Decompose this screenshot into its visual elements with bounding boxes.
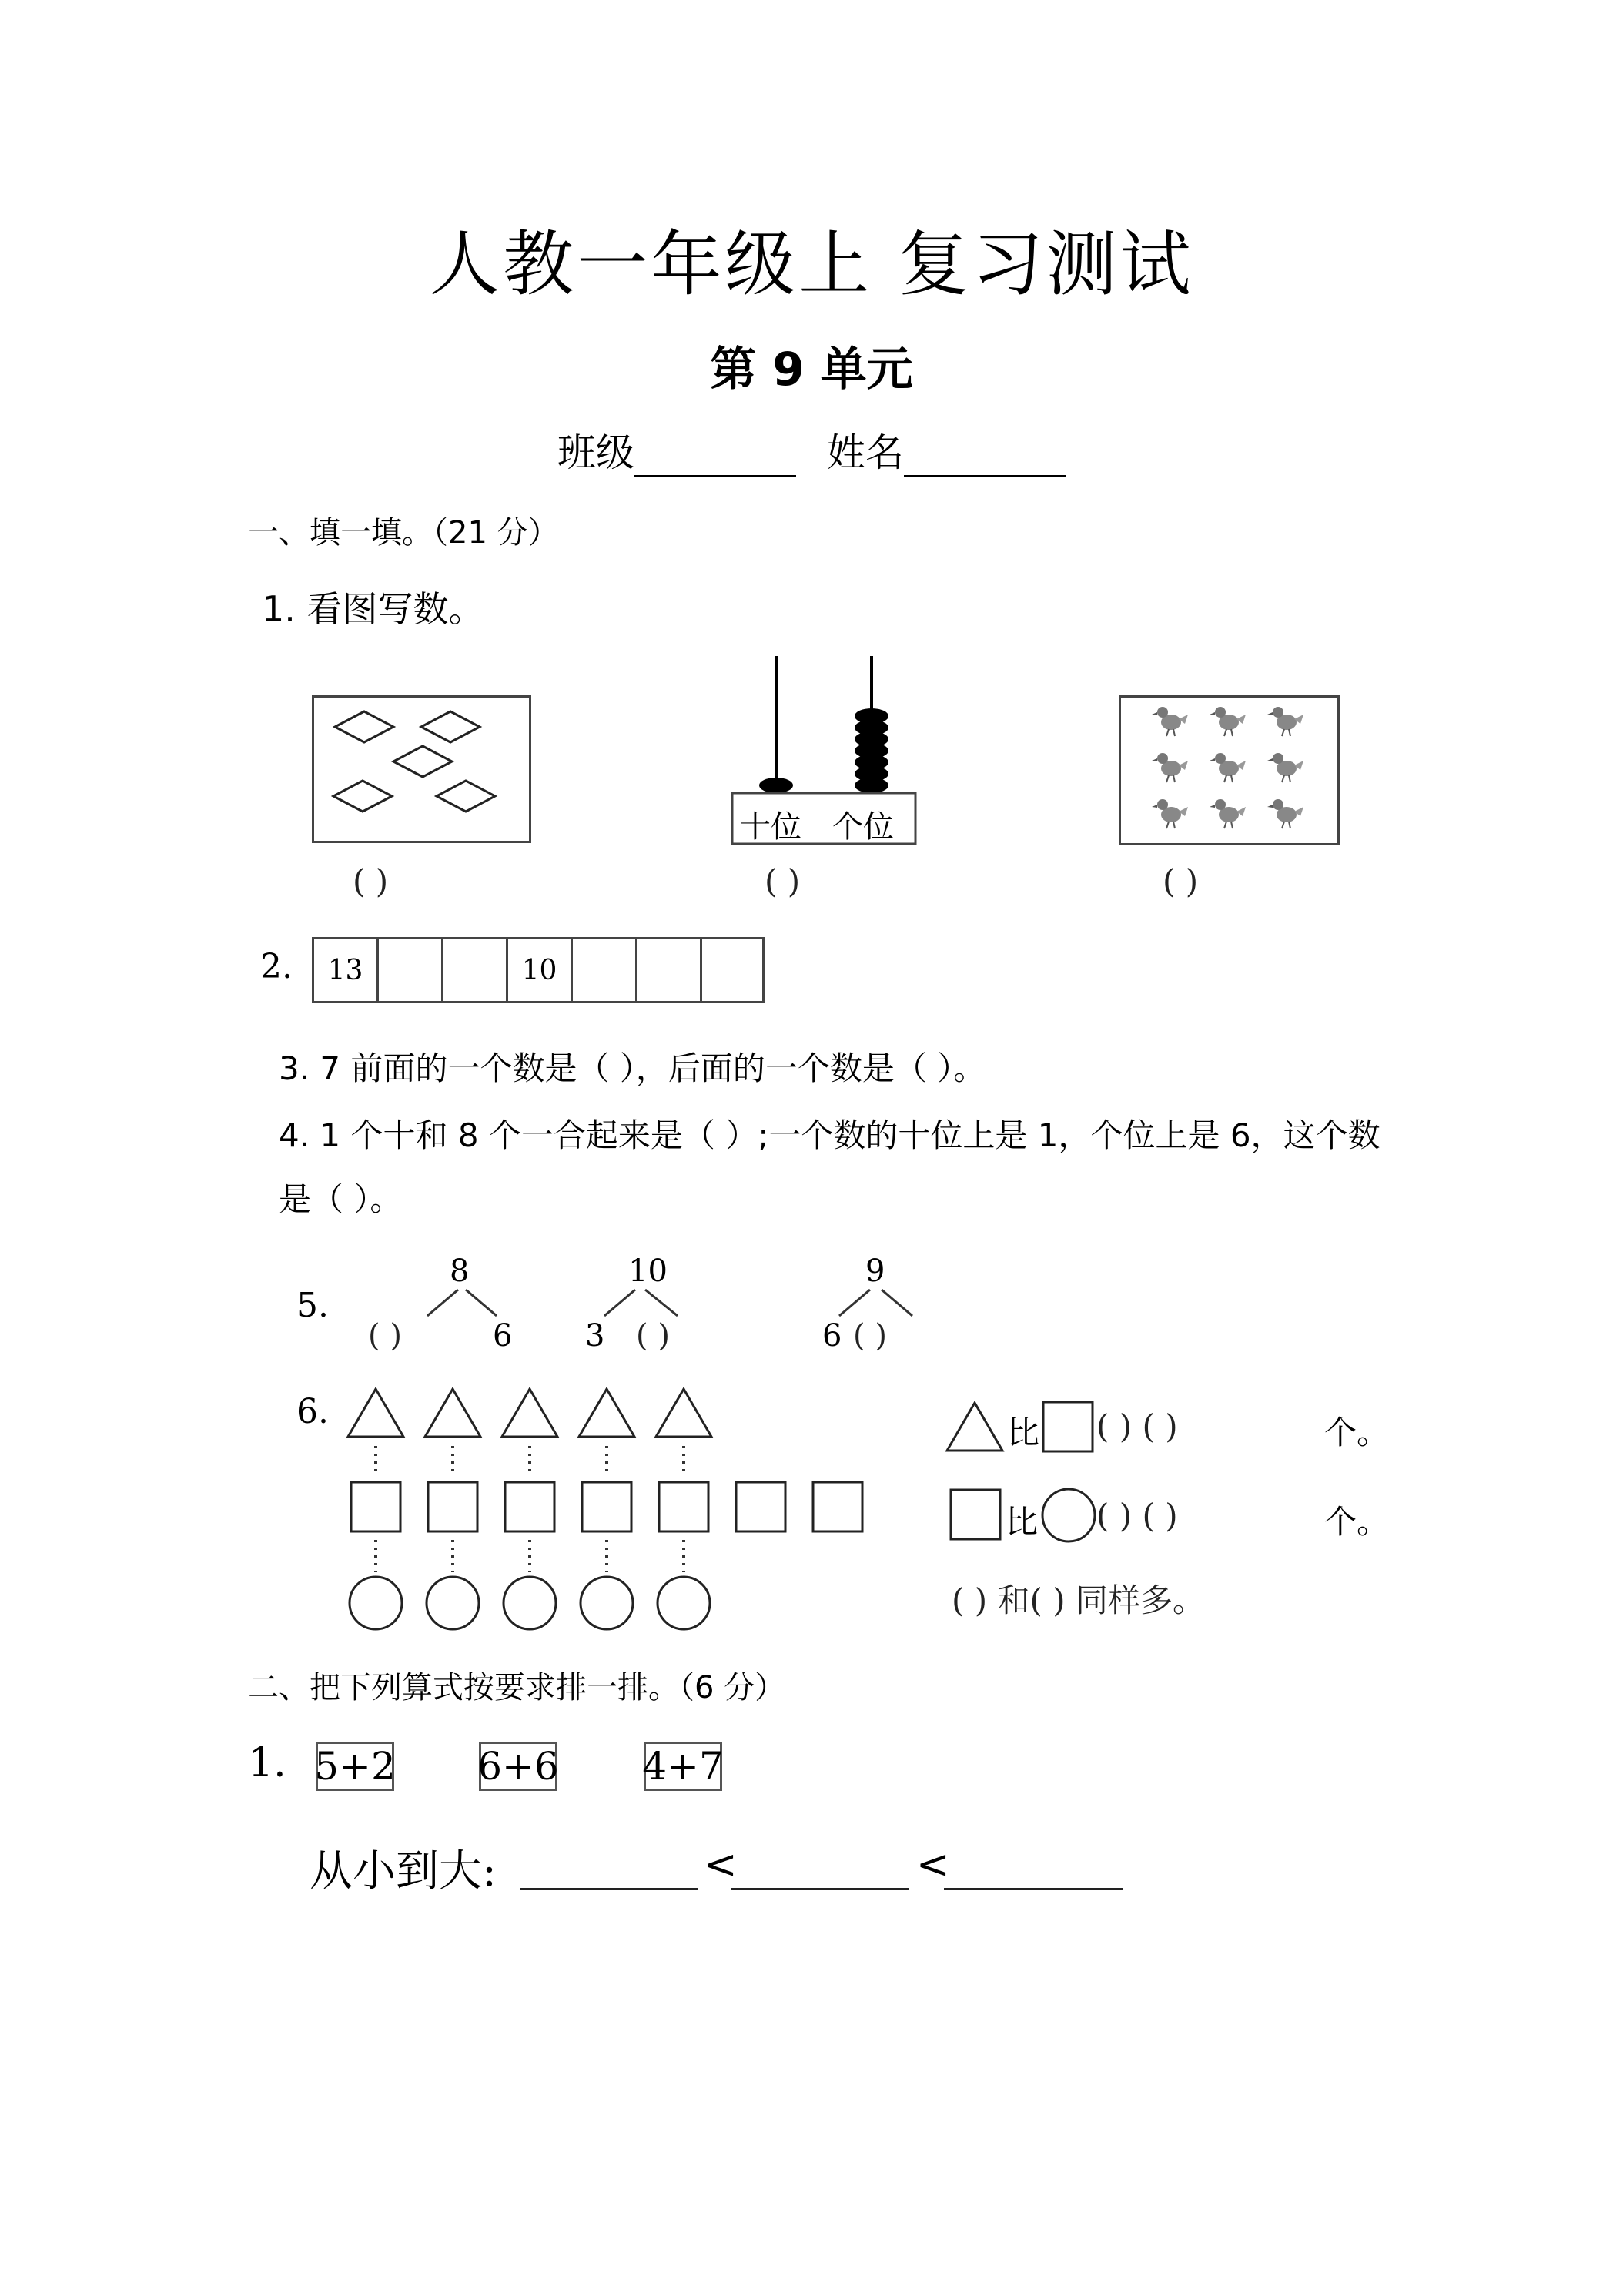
square-shape bbox=[505, 1482, 554, 1531]
q1-answer-paren-2[interactable]: ( ) bbox=[765, 862, 801, 900]
bird-icon bbox=[1210, 799, 1246, 828]
circle-shape bbox=[581, 1577, 633, 1629]
less-than-sign: < bbox=[704, 1842, 738, 1888]
bird-icon bbox=[1152, 799, 1188, 828]
abacus bbox=[728, 654, 920, 847]
number-cell: 13 bbox=[314, 939, 379, 1001]
square-icon bbox=[949, 1488, 1004, 1543]
q4-text-line1: 4. 1 个十和 8 个一合起来是（ ）;一个数的十位上是 1，个位上是 6，这个数 bbox=[279, 1116, 1380, 1154]
circle-shape bbox=[350, 1577, 402, 1629]
square-shape bbox=[428, 1482, 477, 1531]
bird-icon bbox=[1210, 753, 1246, 782]
diamond-shape bbox=[333, 781, 392, 812]
bond-top: 8 bbox=[450, 1253, 470, 1289]
expression-card: 5+2 bbox=[316, 1742, 394, 1791]
square-shape bbox=[351, 1482, 400, 1531]
circle-shape bbox=[658, 1577, 710, 1629]
abacus-ones-label: 个位 bbox=[832, 809, 894, 845]
q3-text: 3. 7 前面的一个数是（ ），后面的一个数是（ ）。 bbox=[279, 1049, 986, 1087]
bird-icon bbox=[1267, 753, 1303, 782]
bird-picture bbox=[1119, 695, 1340, 845]
compare-blanks[interactable]: ( ) ( ) bbox=[1096, 1407, 1178, 1445]
diamond-shape bbox=[421, 711, 480, 742]
bird-icon bbox=[1210, 707, 1246, 736]
ones-beads bbox=[855, 708, 888, 793]
square-shape bbox=[582, 1482, 631, 1531]
circle-shape bbox=[427, 1577, 479, 1629]
bond-top: 9 bbox=[865, 1253, 885, 1289]
square-shape bbox=[813, 1482, 862, 1531]
tens-bead bbox=[759, 778, 793, 793]
s2-q1-label: 1. bbox=[248, 1740, 286, 1786]
unit-text: 个。 bbox=[1324, 1414, 1390, 1451]
number-cell-blank[interactable] bbox=[637, 939, 702, 1001]
compare-word: 比 bbox=[1007, 1414, 1040, 1451]
compare-blanks[interactable]: ( ) ( ) bbox=[1096, 1497, 1178, 1535]
section-one-heading: 一、填一填。（21 分） bbox=[248, 515, 559, 551]
bond-blank[interactable]: ( ) bbox=[853, 1318, 887, 1354]
unit-subtitle: 第 9 单元 bbox=[710, 343, 913, 397]
diamond-shapes bbox=[314, 698, 529, 841]
expression-card: 6+6 bbox=[479, 1742, 557, 1791]
bond-part: 6 bbox=[822, 1318, 842, 1354]
less-than-sign: < bbox=[916, 1842, 950, 1888]
bond-part: 3 bbox=[585, 1318, 605, 1354]
class-name-line bbox=[0, 422, 1623, 477]
bond-branches bbox=[416, 1287, 924, 1318]
order-label: 从小到大: bbox=[310, 1846, 497, 1896]
triangle-icon bbox=[945, 1400, 1007, 1454]
number-cell-blank[interactable] bbox=[573, 939, 637, 1001]
bird-icon bbox=[1267, 799, 1303, 828]
triangle-shape bbox=[348, 1389, 403, 1437]
q6-shape-rows bbox=[339, 1386, 878, 1640]
q4-text-line2: 是（ ）。 bbox=[279, 1180, 403, 1218]
bond-blank[interactable]: ( ) bbox=[368, 1318, 402, 1354]
bond-top: 10 bbox=[628, 1253, 668, 1289]
q2-label: 2. bbox=[260, 947, 293, 986]
order-blank-1[interactable] bbox=[520, 1888, 698, 1890]
class-label: 班级 bbox=[557, 430, 634, 475]
expression-card: 4+7 bbox=[644, 1742, 722, 1791]
square-shape bbox=[736, 1482, 785, 1531]
triangle-shape bbox=[502, 1389, 557, 1437]
same-amount-text[interactable]: ( ) 和( ) 同样多。 bbox=[952, 1581, 1205, 1619]
diamond-shape bbox=[393, 746, 452, 777]
number-cell-blank[interactable] bbox=[379, 939, 443, 1001]
circle-shape bbox=[504, 1577, 556, 1629]
q1-label: 1. 看图写数。 bbox=[262, 588, 484, 630]
number-cell-blank[interactable] bbox=[443, 939, 508, 1001]
number-cell-blank[interactable] bbox=[702, 939, 762, 1001]
triangle-shape bbox=[656, 1389, 711, 1437]
diamond-shape bbox=[335, 711, 393, 742]
bird-grid bbox=[1121, 698, 1337, 843]
bond-blank[interactable]: ( ) bbox=[636, 1318, 670, 1354]
worksheet-title: 人教一年级上 复习测试 bbox=[429, 223, 1194, 306]
bond-part: 6 bbox=[493, 1318, 513, 1354]
order-blank-2[interactable] bbox=[731, 1888, 909, 1890]
abacus-tens-label: 十位 bbox=[740, 809, 801, 845]
compare-word: 比 bbox=[1006, 1503, 1039, 1541]
number-cell: 10 bbox=[508, 939, 573, 1001]
triangle-shape bbox=[579, 1389, 634, 1437]
square-shape bbox=[659, 1482, 708, 1531]
bird-icon bbox=[1152, 707, 1188, 736]
section-two-heading: 二、把下列算式按要求排一排。（6 分） bbox=[248, 1670, 786, 1705]
q1-answer-paren-3[interactable]: ( ) bbox=[1163, 862, 1199, 900]
unit-text: 个。 bbox=[1324, 1503, 1390, 1541]
triangle-shape bbox=[425, 1389, 480, 1437]
q5-label: 5. bbox=[296, 1286, 329, 1325]
name-label: 姓名 bbox=[827, 430, 904, 475]
diamond-picture bbox=[312, 695, 531, 843]
q6-label: 6. bbox=[296, 1392, 329, 1431]
order-blank-3[interactable] bbox=[944, 1888, 1123, 1890]
bird-icon bbox=[1267, 707, 1303, 736]
circle-icon bbox=[1039, 1486, 1098, 1545]
diamond-shape bbox=[437, 781, 495, 812]
number-strip bbox=[312, 937, 765, 1003]
name-blank[interactable] bbox=[904, 432, 1066, 477]
bird-icon bbox=[1152, 753, 1188, 782]
class-blank[interactable] bbox=[634, 432, 796, 477]
square-icon bbox=[1041, 1400, 1096, 1455]
q1-answer-paren-1[interactable]: ( ) bbox=[353, 862, 389, 900]
